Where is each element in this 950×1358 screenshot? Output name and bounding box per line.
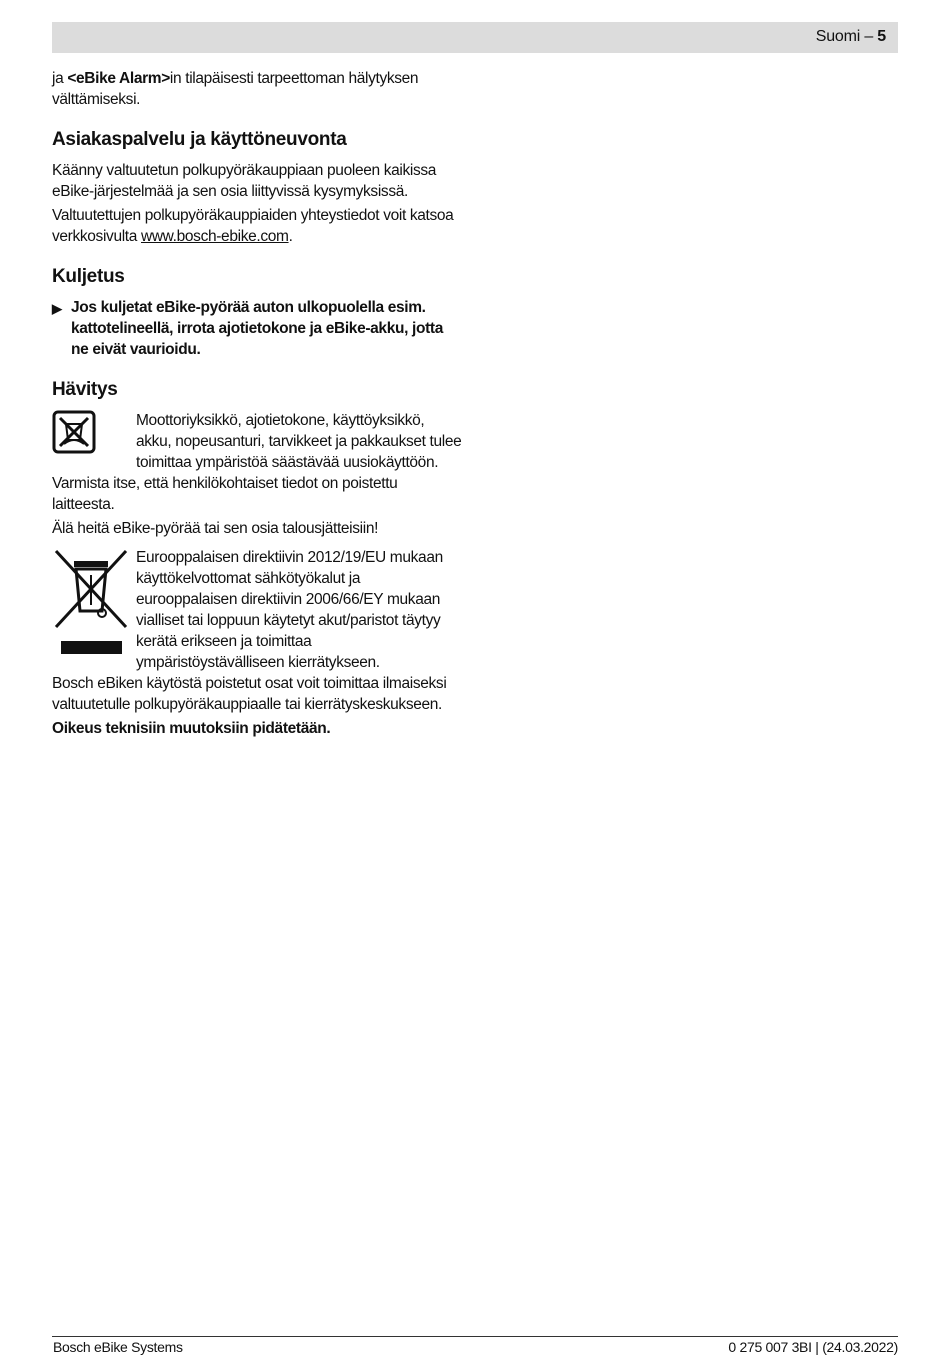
recycle-text: Moottoriyksikkö, ajotietokone, käyttöyksikkö, akku, nopeusanturi, tarvikkeet ja pakkaukset tulee toimittaa ympäristöä säästävää uusiokäyttöön.	[136, 412, 462, 471]
contact-suffix: .	[288, 228, 293, 245]
header-page-label	[816, 28, 886, 46]
transport-warning	[52, 297, 462, 360]
contact-text: Valtuutettujen polkupyöräkauppiaiden yhteystiedot voit katsoa verkkosivulta	[52, 207, 454, 245]
weee-row	[52, 547, 462, 673]
page-header	[52, 22, 898, 53]
intro-ebike-alarm: <eBike Alarm>	[67, 70, 170, 87]
header-dash: –	[864, 28, 874, 45]
disposal-paragraph-1: Varmista itse, että henkilökohtaiset tiedot on poistettu laitteesta.	[52, 475, 398, 513]
weee-text: Eurooppalaisen direktiivin 2012/19/EU mukaan käyttökelvottomat sähkötyökalut ja eurooppalaisen direktiivin 2006/66/EY mukaan vialliset tai loppuun käytetyt akut/paristot täytyy kerätä erikseen ja toimittaa ympäristöystävälliseen kierrätykseen.	[136, 549, 443, 671]
header-page-number: 5	[877, 28, 886, 45]
header-language: Suomi	[815, 28, 861, 45]
bosch-ebike-link[interactable]: www.bosch-ebike.com	[141, 228, 289, 245]
main-column	[52, 68, 462, 742]
transport-heading: Kuljetus	[52, 266, 125, 287]
customer-service-paragraph-1: Käänny valtuutetun polkupyöräkauppiaan puoleen kaikissa eBike-järjestelmää ja sen osia liittyvissä kysymyksissä.	[52, 162, 437, 200]
footer-doc-number: 0 275 007 3BI | (24.03.2022)	[728, 1339, 898, 1355]
customer-service-paragraph-2	[52, 205, 462, 247]
intro-paragraph	[52, 68, 462, 110]
footer-company: Bosch eBike Systems	[53, 1339, 183, 1355]
recycle-row	[52, 410, 462, 473]
disposal-paragraph-3: Bosch eBiken käytöstä poistetut osat voit toimittaa ilmaiseksi valtuutetulle polkupyöräkauppiaalle tai kierrätyskeskukseen.	[52, 675, 447, 713]
intro-prefix: ja	[52, 70, 68, 87]
disposal-paragraph-2: Älä heitä eBike-pyörää tai sen osia talousjätteisiin!	[52, 520, 379, 537]
rights-text: Oikeus teknisiin muutoksiin pidätetään.	[52, 720, 331, 737]
intro-suffix: in tilapäisesti tarpeettoman hälytyksen välttämiseksi.	[52, 70, 419, 108]
recycle-bin-icon	[52, 410, 136, 473]
bullet-arrow-icon: ▶	[52, 301, 62, 316]
customer-service-heading: Asiakaspalvelu ja käyttöneuvonta	[52, 129, 347, 150]
rights-statement	[52, 718, 462, 739]
transport-warning-text: Jos kuljetat eBike-pyörää auton ulkopuolella esim. kattotelineellä, irrota ajotietokone ja eBike-akku, jotta ne eivät vaurioidu.	[71, 299, 443, 358]
disposal-heading: Hävitys	[52, 379, 118, 400]
footer-divider	[52, 1336, 898, 1337]
crossed-out-wheelie-bin-icon	[52, 547, 136, 673]
